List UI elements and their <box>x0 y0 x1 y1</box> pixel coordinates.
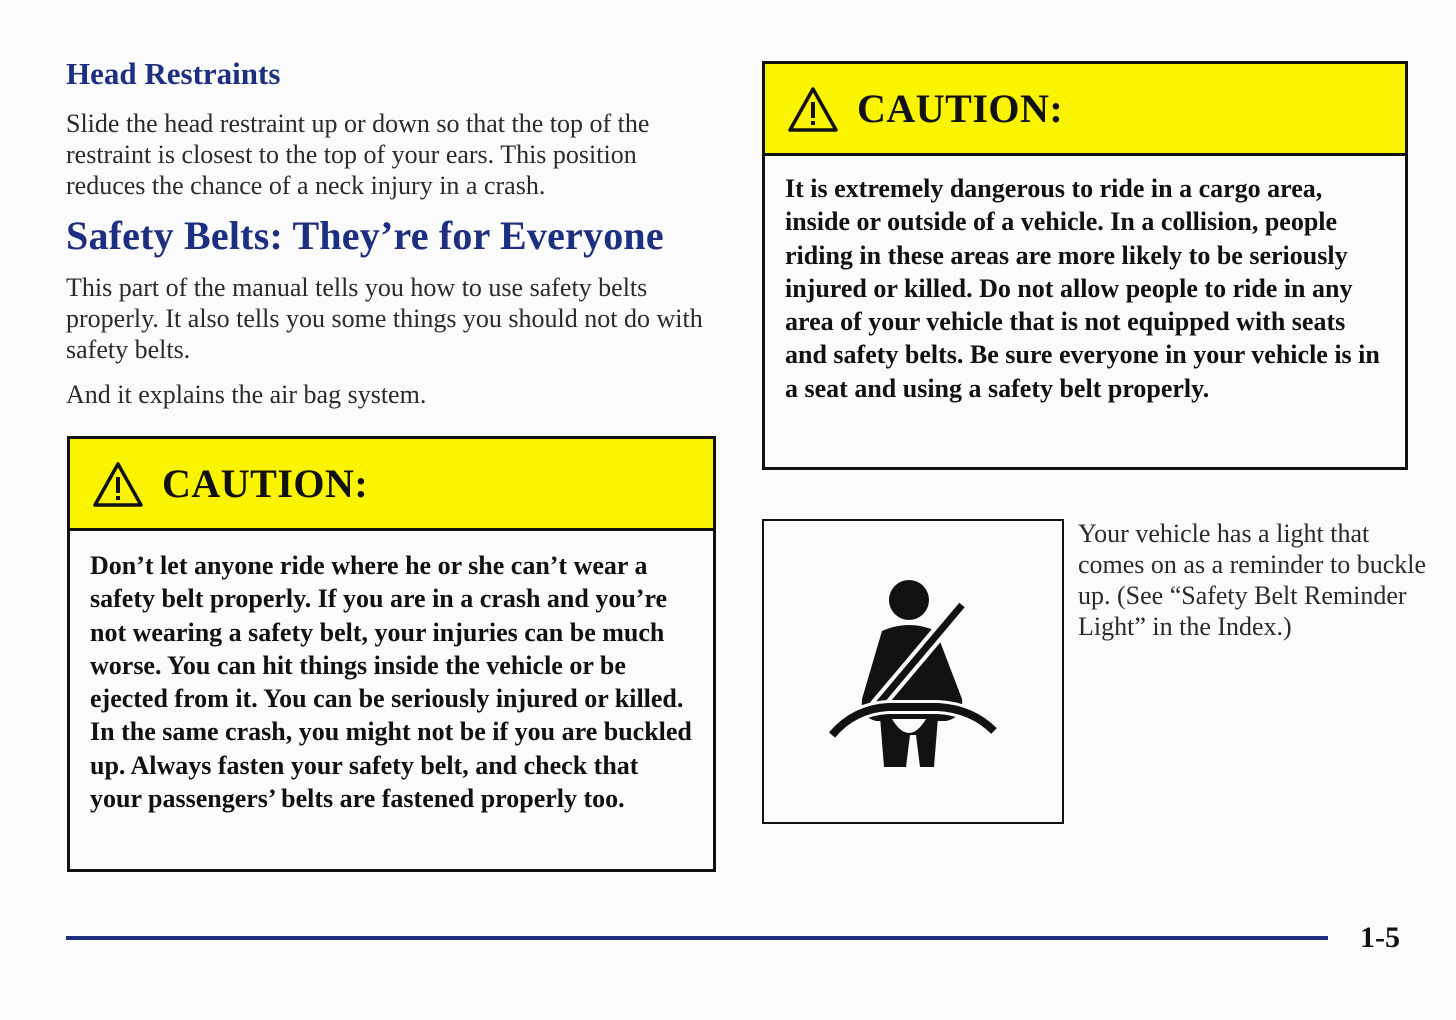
head-restraints-title: Head Restraints <box>66 56 281 91</box>
caution-box-right <box>762 61 1408 470</box>
safety-belts-paragraph: This part of the manual tells you how to use safety belts properly. It also tells you some things you should not do with safety belts. <box>66 273 703 364</box>
head-restraints-paragraph: Slide the head restraint up or down so that the top of the restraint is closest to the top of your ears. This position reduces the chance of a neck injury in a crash. <box>66 109 650 200</box>
seat-belt-reminder-icon <box>764 521 1062 822</box>
page-number: 1-5 <box>1360 921 1400 954</box>
seat-belt-icon-frame <box>762 519 1064 824</box>
caution-text: It is extremely dangerous to ride in a cargo area, inside or outside of a vehicle. In a collision, people riding in these areas are more likely to be seriously injured or killed. Do not allow people to ride in any area of your vehicle that is not equipped with seats and safety belts. Be sure everyone in your vehicle is in a seat and using a safety belt properly. <box>785 174 1380 403</box>
warning-triangle-icon <box>787 85 839 133</box>
reminder-light-text: Your vehicle has a light that comes on as a reminder to buckle up. (See “Safety Belt Reminder Light” in the Index.) <box>1078 519 1426 641</box>
caution-text: Don’t let anyone ride where he or she can’t wear a safety belt properly. If you are in a crash and you’re not wearing a safety belt, your injuries can be much worse. You can hit things inside the vehicle or be ejected from it. You can be seriously injured or killed. In the same crash, you might not be if you are buckled up. Always fasten your safety belt, and check that your passengers’ belts are fastened properly too. <box>90 551 692 814</box>
caution-label: CAUTION: <box>162 461 369 506</box>
caution-header <box>70 439 713 531</box>
warning-triangle-icon <box>92 460 144 508</box>
caution-box-left <box>67 436 716 872</box>
safety-belts-title: Safety Belts: They’re for Everyone <box>66 213 664 258</box>
caution-header <box>765 64 1405 156</box>
caution-label: CAUTION: <box>857 86 1064 131</box>
air-bag-paragraph: And it explains the air bag system. <box>66 380 427 409</box>
footer-rule <box>66 936 1328 940</box>
